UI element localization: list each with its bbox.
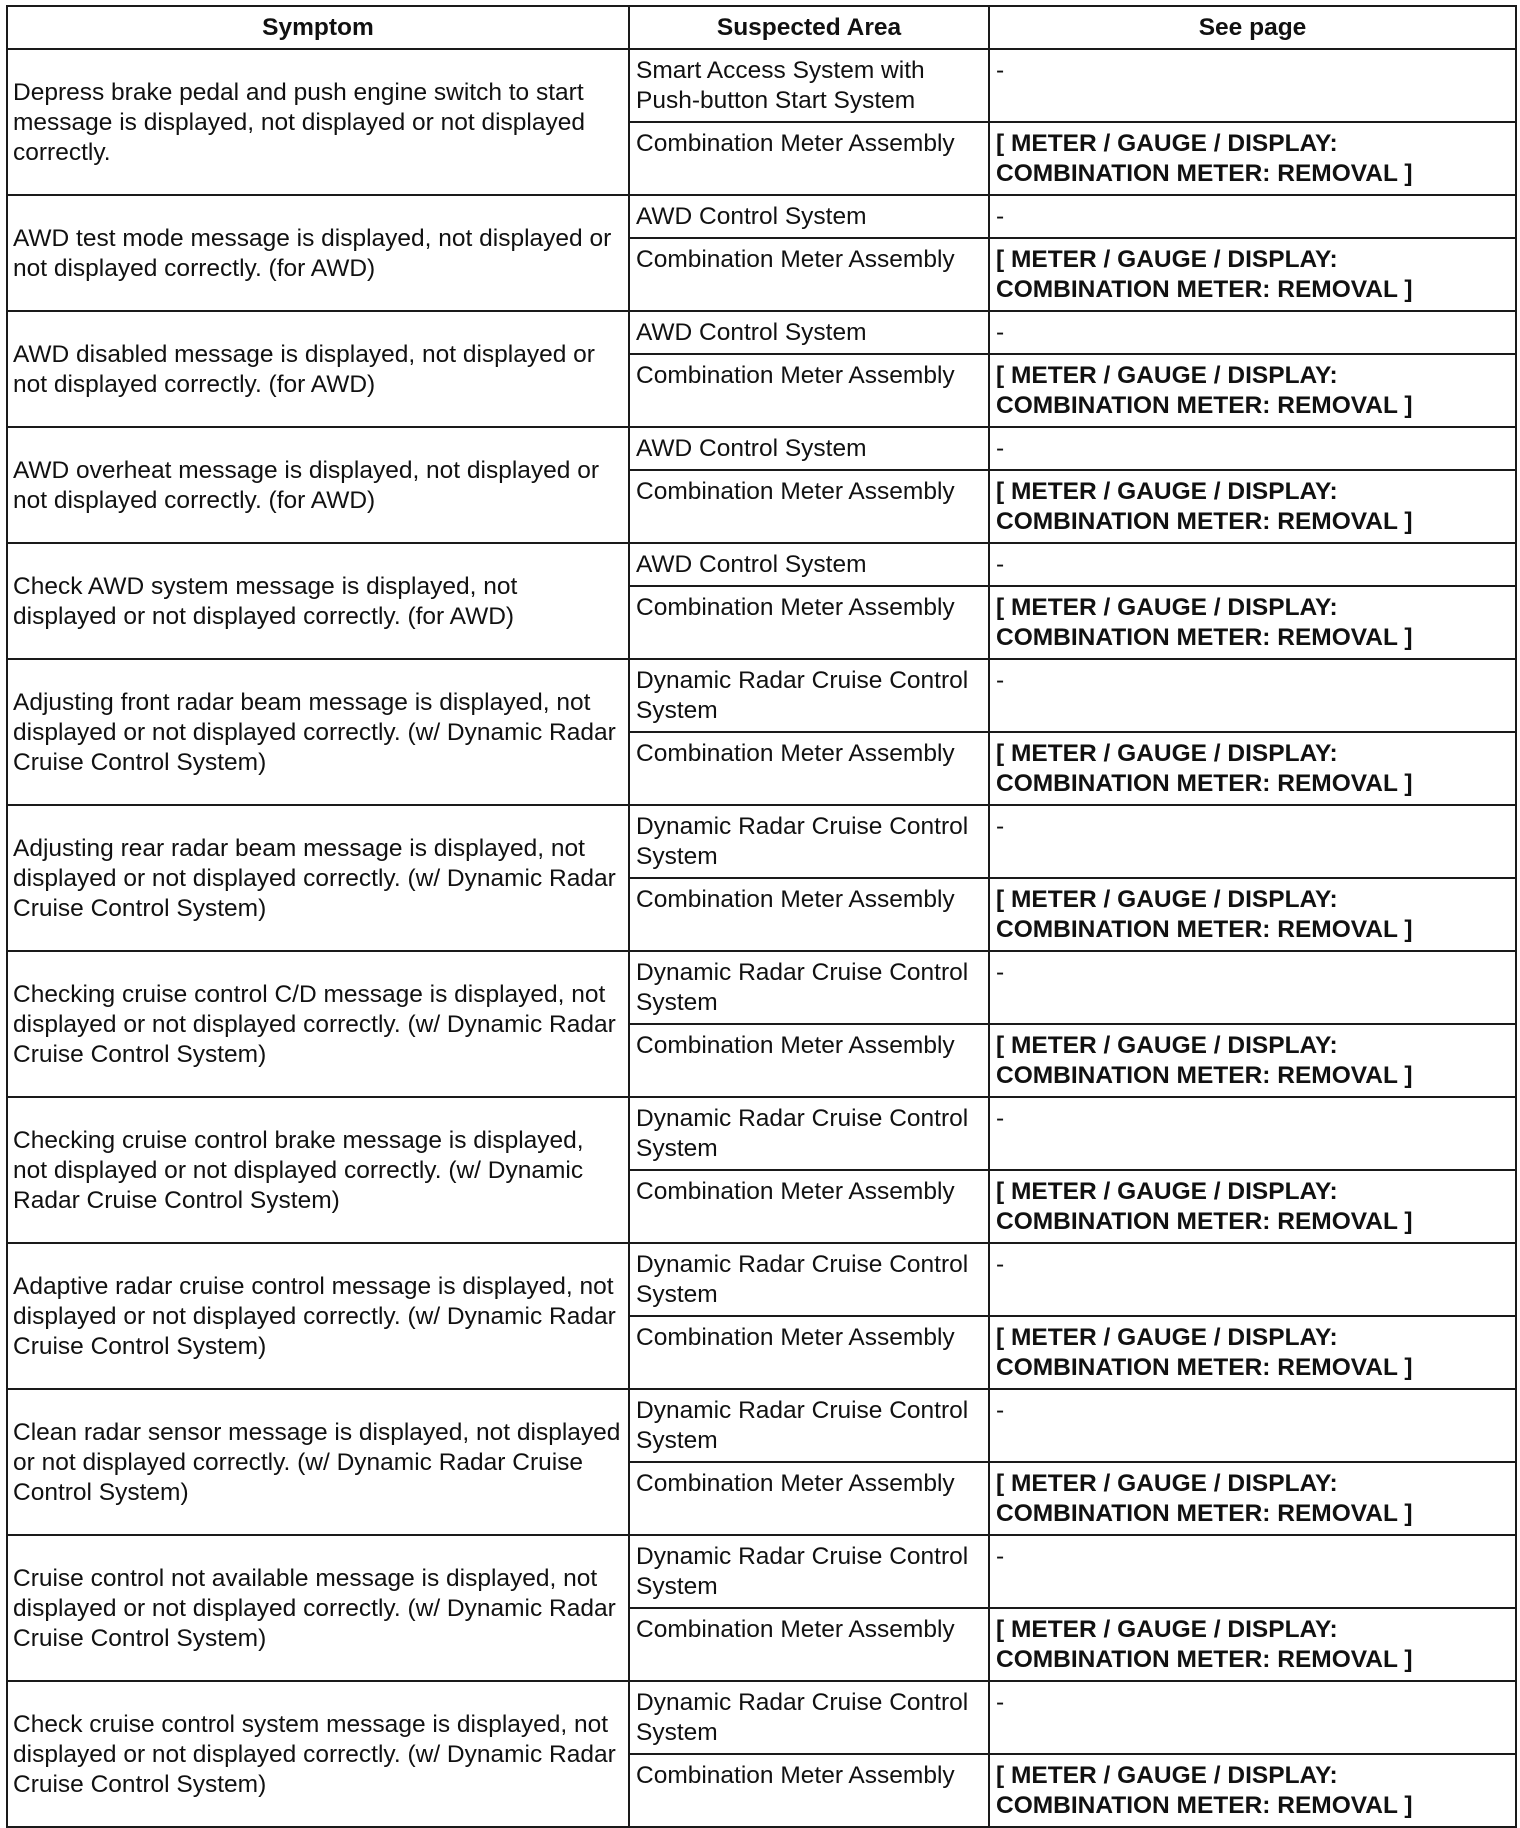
table-row (7, 1389, 1516, 1462)
see-page-link[interactable]: [ METER / GAUGE / DISPLAY: COMBINATION METER: REMOVAL ] (989, 586, 1516, 659)
suspected-area-cell: AWD Control System (629, 543, 989, 586)
troubleshooting-table-container (6, 5, 1517, 1828)
suspected-area-cell: Smart Access System with Push-button Start System (629, 49, 989, 122)
symptom-cell: Adjusting rear radar beam message is displayed, not displayed or not displayed correctly. (w/ Dynamic Radar Cruise Control System) (7, 805, 629, 951)
see-page-cell: - (989, 195, 1516, 238)
symptom-cell: AWD disabled message is displayed, not displayed or not displayed correctly. (for AWD) (7, 311, 629, 427)
table-row (7, 543, 1516, 586)
suspected-area-cell: Combination Meter Assembly (629, 732, 989, 805)
see-page-cell: - (989, 951, 1516, 1024)
suspected-area-cell: Combination Meter Assembly (629, 122, 989, 195)
suspected-area-cell: AWD Control System (629, 427, 989, 470)
see-page-cell: - (989, 1097, 1516, 1170)
table-row (7, 1681, 1516, 1754)
symptom-cell: AWD overheat message is displayed, not displayed or not displayed correctly. (for AWD) (7, 427, 629, 543)
suspected-area-cell: Combination Meter Assembly (629, 878, 989, 951)
see-page-link[interactable]: [ METER / GAUGE / DISPLAY: COMBINATION METER: REMOVAL ] (989, 1170, 1516, 1243)
header-suspected-area: Suspected Area (629, 6, 989, 49)
table-body (7, 49, 1516, 1827)
suspected-area-cell: Combination Meter Assembly (629, 354, 989, 427)
symptom-cell: Adaptive radar cruise control message is displayed, not displayed or not displayed correctly. (w/ Dynamic Radar Cruise Control System) (7, 1243, 629, 1389)
suspected-area-cell: Dynamic Radar Cruise Control System (629, 1097, 989, 1170)
see-page-cell: - (989, 805, 1516, 878)
table-row (7, 1243, 1516, 1316)
see-page-cell: - (989, 1535, 1516, 1608)
suspected-area-cell: Combination Meter Assembly (629, 586, 989, 659)
table-row (7, 195, 1516, 238)
symptom-cell: Clean radar sensor message is displayed, not displayed or not displayed correctly. (w/ Dynamic Radar Cruise Control System) (7, 1389, 629, 1535)
header-symptom: Symptom (7, 6, 629, 49)
header-see-page: See page (989, 6, 1516, 49)
see-page-link[interactable]: [ METER / GAUGE / DISPLAY: COMBINATION METER: REMOVAL ] (989, 1608, 1516, 1681)
suspected-area-cell: Combination Meter Assembly (629, 1608, 989, 1681)
see-page-cell: - (989, 1681, 1516, 1754)
see-page-cell: - (989, 1389, 1516, 1462)
see-page-cell: - (989, 1243, 1516, 1316)
see-page-link[interactable]: [ METER / GAUGE / DISPLAY: COMBINATION METER: REMOVAL ] (989, 732, 1516, 805)
table-row (7, 311, 1516, 354)
header-row (7, 6, 1516, 49)
symptom-cell: Checking cruise control brake message is displayed, not displayed or not displayed correctly. (w/ Dynamic Radar Cruise Control System) (7, 1097, 629, 1243)
see-page-cell: - (989, 659, 1516, 732)
suspected-area-cell: Combination Meter Assembly (629, 1462, 989, 1535)
suspected-area-cell: Combination Meter Assembly (629, 1170, 989, 1243)
symptom-cell: Adjusting front radar beam message is displayed, not displayed or not displayed correctly. (w/ Dynamic Radar Cruise Control System) (7, 659, 629, 805)
see-page-link[interactable]: [ METER / GAUGE / DISPLAY: COMBINATION METER: REMOVAL ] (989, 122, 1516, 195)
table-row (7, 1535, 1516, 1608)
symptom-cell: Depress brake pedal and push engine switch to start message is displayed, not displayed or not displayed correctly. (7, 49, 629, 195)
table-row (7, 427, 1516, 470)
suspected-area-cell: Dynamic Radar Cruise Control System (629, 1389, 989, 1462)
suspected-area-cell: AWD Control System (629, 311, 989, 354)
symptom-cell: AWD test mode message is displayed, not displayed or not displayed correctly. (for AWD) (7, 195, 629, 311)
see-page-link[interactable]: [ METER / GAUGE / DISPLAY: COMBINATION METER: REMOVAL ] (989, 1024, 1516, 1097)
see-page-link[interactable]: [ METER / GAUGE / DISPLAY: COMBINATION METER: REMOVAL ] (989, 1316, 1516, 1389)
table-row (7, 805, 1516, 878)
suspected-area-cell: AWD Control System (629, 195, 989, 238)
suspected-area-cell: Dynamic Radar Cruise Control System (629, 951, 989, 1024)
suspected-area-cell: Dynamic Radar Cruise Control System (629, 659, 989, 732)
symptom-cell: Check cruise control system message is displayed, not displayed or not displayed correctly. (w/ Dynamic Radar Cruise Control System) (7, 1681, 629, 1827)
suspected-area-cell: Combination Meter Assembly (629, 470, 989, 543)
see-page-cell: - (989, 49, 1516, 122)
symptom-cell: Check AWD system message is displayed, not displayed or not displayed correctly. (for AWD) (7, 543, 629, 659)
suspected-area-cell: Combination Meter Assembly (629, 1316, 989, 1389)
see-page-link[interactable]: [ METER / GAUGE / DISPLAY: COMBINATION METER: REMOVAL ] (989, 238, 1516, 311)
table-row (7, 659, 1516, 732)
suspected-area-cell: Dynamic Radar Cruise Control System (629, 1535, 989, 1608)
table-row (7, 951, 1516, 1024)
suspected-area-cell: Combination Meter Assembly (629, 1754, 989, 1827)
suspected-area-cell: Combination Meter Assembly (629, 1024, 989, 1097)
suspected-area-cell: Combination Meter Assembly (629, 238, 989, 311)
see-page-cell: - (989, 427, 1516, 470)
symptom-cell: Cruise control not available message is displayed, not displayed or not displayed correctly. (w/ Dynamic Radar Cruise Control System) (7, 1535, 629, 1681)
see-page-link[interactable]: [ METER / GAUGE / DISPLAY: COMBINATION METER: REMOVAL ] (989, 1462, 1516, 1535)
suspected-area-cell: Dynamic Radar Cruise Control System (629, 1681, 989, 1754)
table-row (7, 49, 1516, 122)
symptom-table (6, 5, 1517, 1828)
suspected-area-cell: Dynamic Radar Cruise Control System (629, 1243, 989, 1316)
suspected-area-cell: Dynamic Radar Cruise Control System (629, 805, 989, 878)
see-page-link[interactable]: [ METER / GAUGE / DISPLAY: COMBINATION METER: REMOVAL ] (989, 1754, 1516, 1827)
see-page-cell: - (989, 543, 1516, 586)
symptom-cell: Checking cruise control C/D message is displayed, not displayed or not displayed correctly. (w/ Dynamic Radar Cruise Control System) (7, 951, 629, 1097)
see-page-link[interactable]: [ METER / GAUGE / DISPLAY: COMBINATION METER: REMOVAL ] (989, 878, 1516, 951)
table-row (7, 1097, 1516, 1170)
see-page-link[interactable]: [ METER / GAUGE / DISPLAY: COMBINATION METER: REMOVAL ] (989, 354, 1516, 427)
see-page-link[interactable]: [ METER / GAUGE / DISPLAY: COMBINATION METER: REMOVAL ] (989, 470, 1516, 543)
see-page-cell: - (989, 311, 1516, 354)
